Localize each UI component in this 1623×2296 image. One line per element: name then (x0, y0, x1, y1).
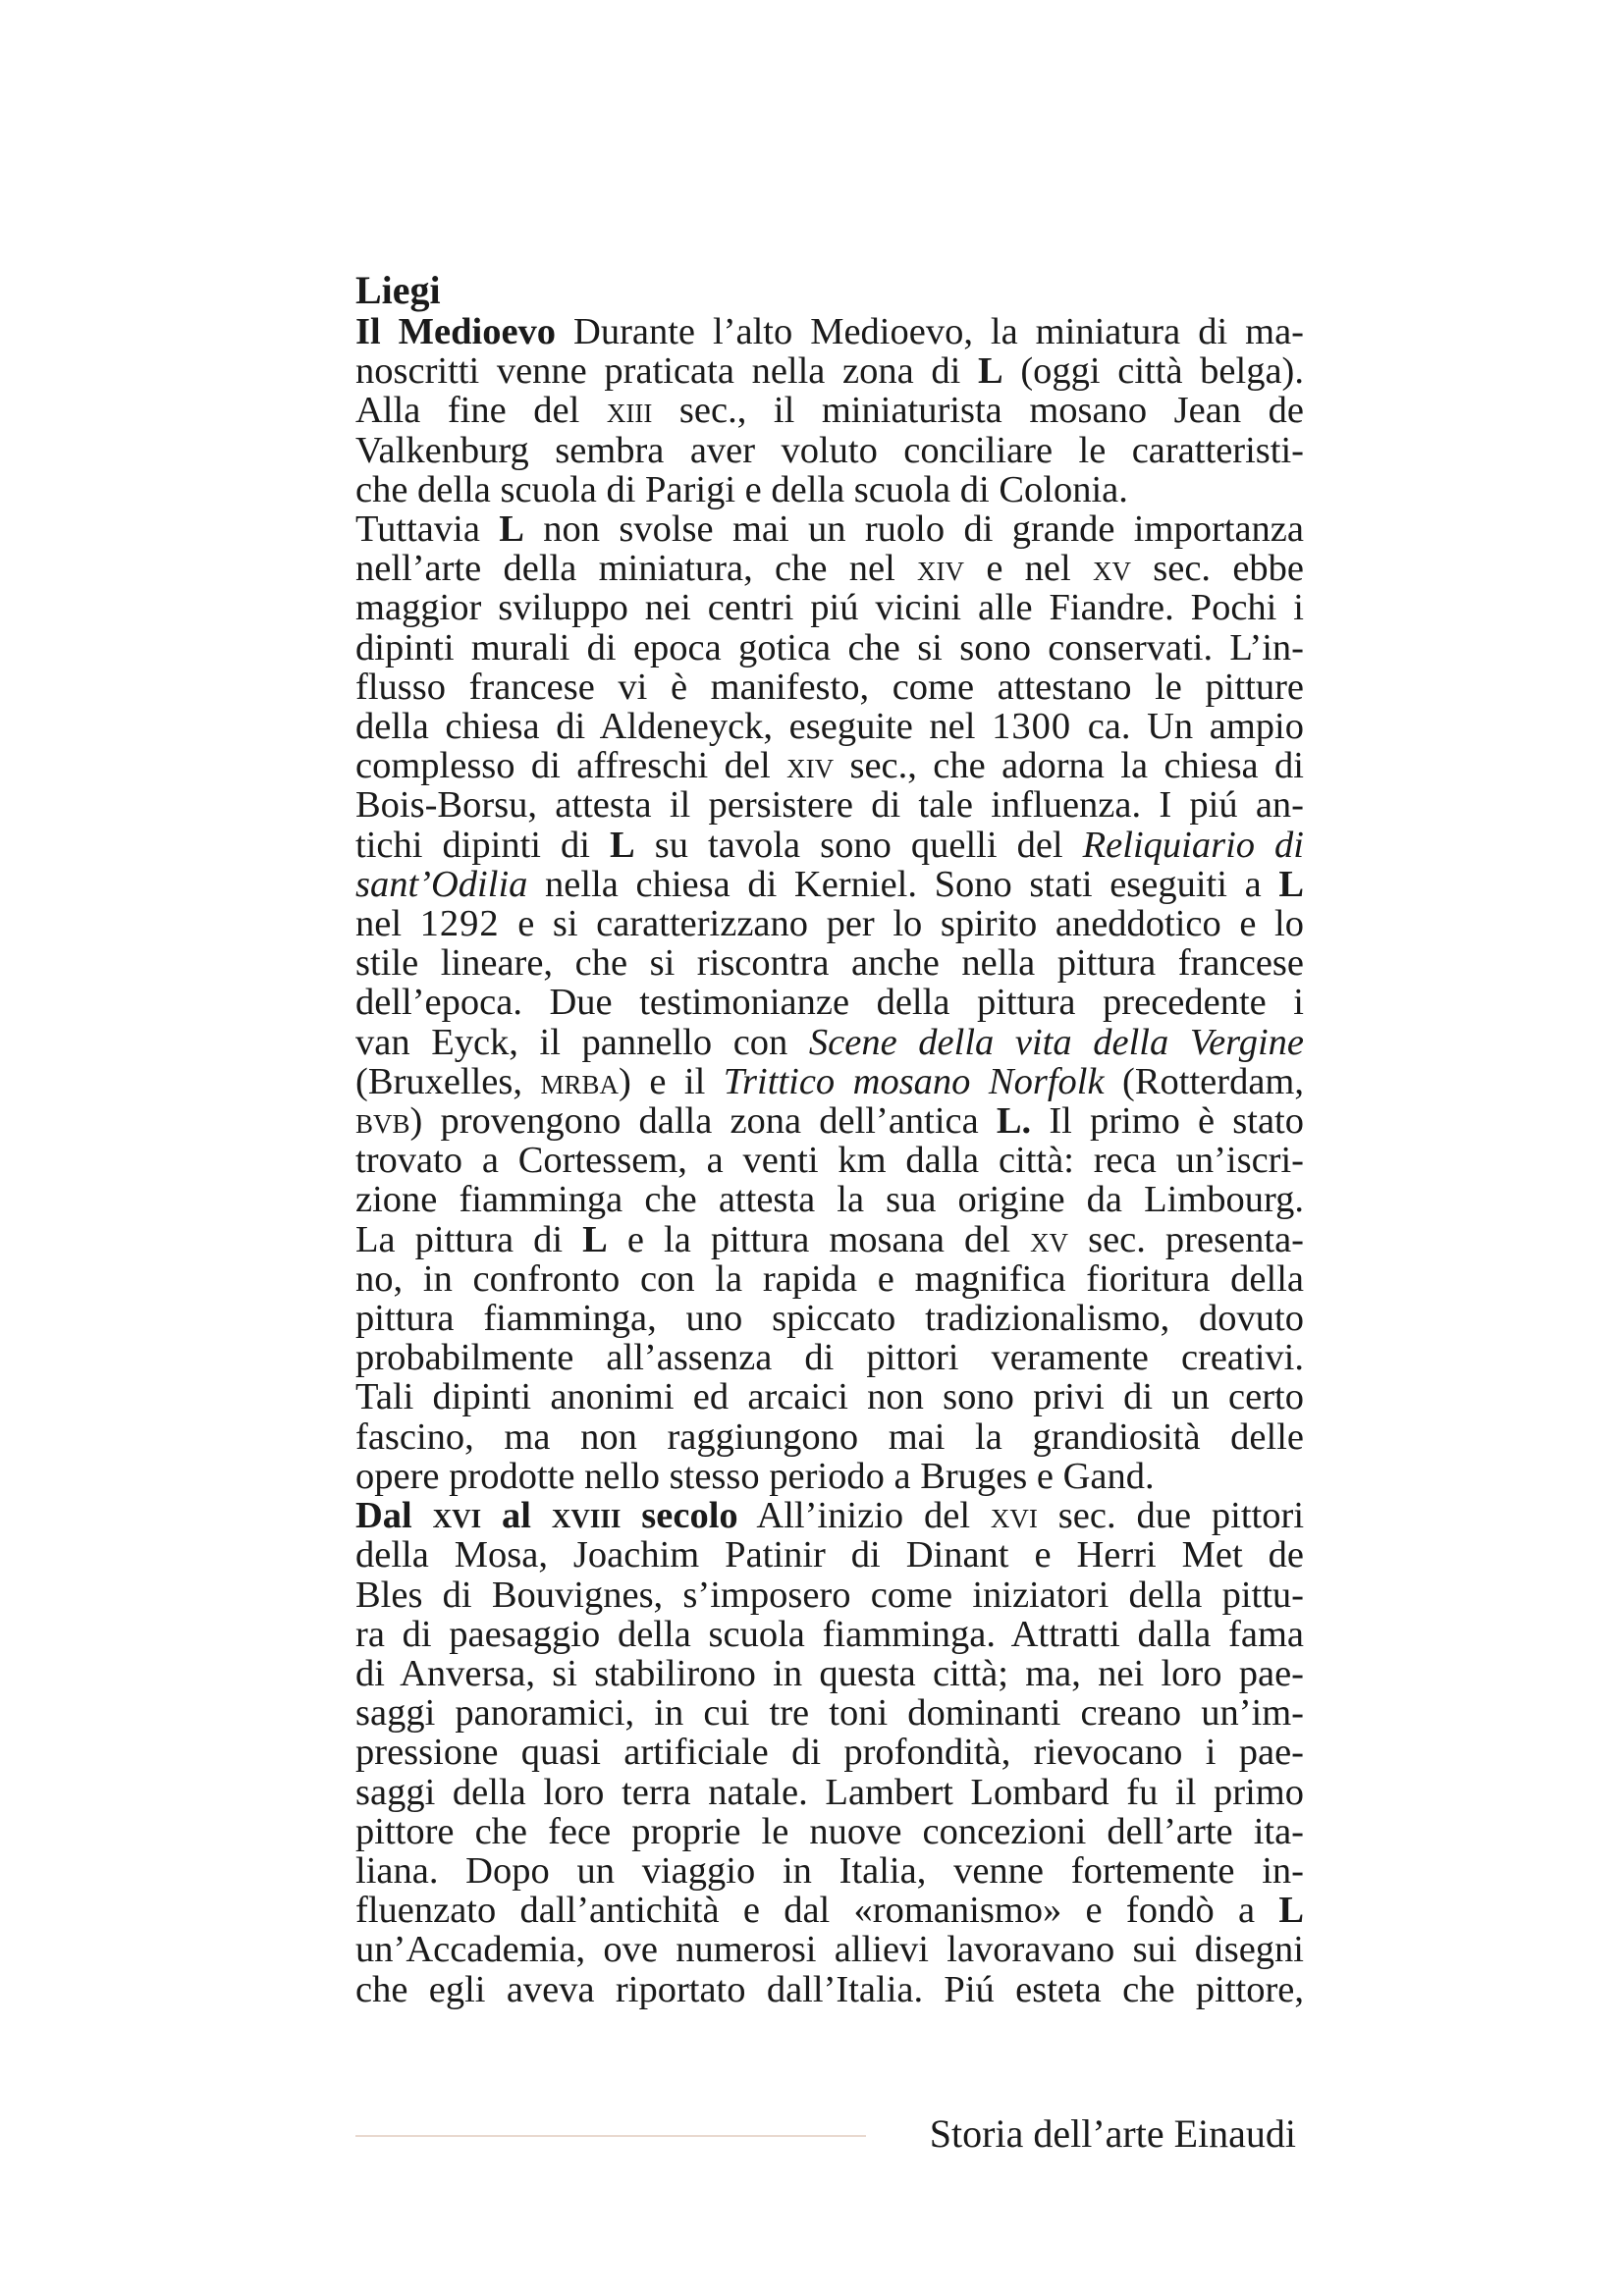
text-run-sc: xiii (606, 390, 653, 432)
text-run: ra di paesaggio della scuola fiamminga. Attratti dalla fama (355, 1613, 1304, 1655)
text-run: stile lineare, che si riscontra anche nella pittura francese (355, 942, 1304, 985)
text-run-i: sant’Odilia (355, 863, 528, 905)
text-run-b: L (1278, 1890, 1304, 1932)
text-run: ) provengono dalla zona dell’antica (409, 1100, 997, 1143)
text-line (355, 312, 1304, 351)
text-line (355, 1062, 1304, 1101)
text-run: liana. Dopo un viaggio in Italia, venne fortemente in- (355, 1849, 1304, 1892)
text-run: fascino, ma non raggiungono mai la grandiosità delle (355, 1415, 1304, 1458)
text-line (355, 509, 1304, 549)
text-line (355, 1615, 1304, 1654)
text-run-sc: bvb (355, 1100, 410, 1143)
text-line (355, 391, 1304, 430)
text-run: pittura fiamminga, uno spiccato tradizionalismo, dovuto (355, 1298, 1304, 1340)
text-run: e si caratterizzano per lo spirito aneddotico e lo (499, 903, 1304, 945)
text-run: ) e il (619, 1060, 724, 1102)
text-run: pittore che fece proprie le nuove concezioni dell’arte ita- (355, 1810, 1304, 1852)
text-run-b: L (610, 824, 635, 866)
text-line (355, 904, 1304, 943)
text-run: Il primo è stato (1031, 1100, 1304, 1143)
text-run: van Eyck, il pannello con (355, 1021, 809, 1063)
text-line (355, 1259, 1304, 1299)
text-run: zione fiamminga che attesta la sua origine da Limbourg. (355, 1179, 1304, 1221)
text-run: sec. ebbe (1131, 548, 1305, 590)
text-line (355, 431, 1304, 470)
text-line (355, 1654, 1304, 1693)
text-line (355, 1299, 1304, 1338)
text-line (355, 1812, 1304, 1851)
text-run-sc: xv (1030, 1218, 1069, 1260)
text-line (355, 1575, 1304, 1615)
text-line (355, 1733, 1304, 1772)
footer-divider (355, 2135, 866, 2137)
text-run: maggior sviluppo nei centri piú vicini alle Fiandre. Pochi i (355, 587, 1304, 629)
text-run: non svolse mai un ruolo di grande importanza (523, 508, 1304, 551)
text-run-i: Scene della vita della Vergine (808, 1021, 1304, 1063)
text-run: di Anversa, si stabilirono in questa città; ma, nei loro pae- (355, 1652, 1304, 1694)
text-run: Bois-Borsu, attesta il persistere di tale influenza. I piú an- (355, 784, 1304, 827)
text-line (355, 1970, 1304, 2009)
text-run: che della scuola di Parigi e della scuola di Colonia. (355, 468, 1128, 510)
text-run-b: L (582, 1218, 608, 1260)
text-line (355, 983, 1304, 1022)
text-run: che egli aveva riportato dall’Italia. Piú esteta che pittore, (355, 1968, 1304, 2010)
text-run: sec., che adorna la chiesa di (834, 745, 1304, 787)
paragraph-lines (355, 312, 1304, 2009)
text-run: La pittura di (355, 1218, 583, 1260)
text-run-b: secolo (621, 1495, 738, 1537)
text-line (355, 1535, 1304, 1575)
text-run-sc: xv (1093, 548, 1131, 590)
text-run-sc: xvi (990, 1495, 1038, 1537)
text-run: Alla fine del (355, 390, 607, 432)
text-line (355, 1023, 1304, 1062)
text-run: Valkenburg sembra aver voluto conciliare le caratteristi- (355, 429, 1304, 471)
text-run: pressione quasi artificiale di profondità, rievocano i pae- (355, 1732, 1304, 1774)
text-run: sec., il miniaturista mosano Jean de (652, 390, 1304, 432)
text-run-b: L (499, 508, 524, 551)
text-run-i: Reliquiario di (1082, 824, 1304, 866)
text-line (355, 1693, 1304, 1733)
text-run: dell’epoca. Due testimonianze della pittura precedente i (355, 982, 1304, 1024)
text-run-osf: 1300 (992, 706, 1072, 748)
article-body (355, 269, 1304, 2009)
text-line (355, 746, 1304, 785)
text-line (355, 351, 1304, 391)
text-line (355, 865, 1304, 904)
text-run: nell’arte della miniatura, che nel (355, 548, 918, 590)
text-run: (oggi città belga). (1002, 350, 1305, 393)
text-line (355, 1496, 1304, 1535)
text-run-sc-b: xvi (432, 1495, 482, 1537)
text-run: saggi panoramici, in cui tre toni dominanti creano un’im- (355, 1692, 1304, 1735)
text-run-sc: xiv (786, 745, 835, 787)
text-run: tichi dipinti di (355, 824, 611, 866)
text-run-sc: mrba (540, 1060, 620, 1102)
text-line (355, 826, 1304, 865)
text-run: sec. presenta- (1068, 1218, 1304, 1260)
text-line (355, 1180, 1304, 1219)
text-run: nel (355, 903, 420, 945)
text-line (355, 588, 1304, 627)
text-run: e nel (964, 548, 1093, 590)
text-line (355, 1891, 1304, 1930)
text-run: (Bruxelles, (355, 1060, 541, 1102)
text-line (355, 707, 1304, 746)
text-run-b: L. (996, 1100, 1032, 1143)
text-line (355, 1338, 1304, 1377)
text-run: e la pittura mosana del (607, 1218, 1031, 1260)
text-run: Tali dipinti anonimi ed arcaici non sono privi di un certo (355, 1376, 1304, 1418)
text-run-i: Trittico mosano Norfolk (723, 1060, 1105, 1102)
text-run: opere prodotte nello stesso periodo a Bruges e Gand. (355, 1455, 1155, 1497)
text-line (355, 1377, 1304, 1416)
text-run: noscritti venne praticata nella zona di (355, 350, 978, 393)
text-line (355, 943, 1304, 983)
text-run-b: al (481, 1495, 552, 1537)
text-run: probabilmente all’assenza di pittori veramente creativi. (355, 1337, 1304, 1379)
text-line (355, 1851, 1304, 1891)
text-run: complesso di affreschi del (355, 745, 787, 787)
text-line (355, 667, 1304, 707)
text-line (355, 470, 1304, 509)
text-run: fluenzato dall’antichità e dal «romanismo» e fondò a (355, 1890, 1279, 1932)
text-line (355, 1220, 1304, 1259)
text-line (355, 1141, 1304, 1180)
text-run: della chiesa di Aldeneyck, eseguite nel (355, 706, 993, 748)
text-run: no, in confronto con la rapida e magnifica fioritura della (355, 1257, 1304, 1300)
text-run: saggi della loro terra natale. Lambert Lombard fu il primo (355, 1771, 1304, 1813)
text-run: sec. due pittori (1037, 1495, 1305, 1537)
text-run: della Mosa, Joachim Patinir di Dinant e Herri Met de (355, 1534, 1304, 1576)
text-run: su tavola sono quelli del (634, 824, 1083, 866)
text-run: Bles di Bouvignes, s’imposero come iniziatori della pittu- (355, 1574, 1304, 1616)
text-run-sc-b: xviii (551, 1495, 622, 1537)
text-line (355, 1101, 1304, 1141)
text-line (355, 785, 1304, 825)
text-line (355, 1417, 1304, 1457)
text-line (355, 628, 1304, 667)
text-run-b: Il Medioevo (355, 311, 557, 352)
text-run-b: L (978, 350, 1003, 393)
text-run-sc: xiv (917, 548, 965, 590)
text-line (355, 549, 1304, 588)
text-run: nella chiesa di Kerniel. Sono stati eseguiti a (527, 863, 1279, 905)
entry-title: Liegi (355, 268, 441, 312)
text-run: Tuttavia (355, 508, 500, 551)
text-run: trovato a Cortessem, a venti km dalla città: reca un’iscri- (355, 1140, 1304, 1182)
text-run: un’Accademia, ove numerosi allievi lavoravano sui disegni (355, 1929, 1304, 1971)
footer-publisher-label: Storia dell’arte Einaudi (929, 2111, 1296, 2156)
text-run: flusso francese vi è manifesto, come attestano le pitture (355, 666, 1304, 708)
text-run: Durante l’alto Medioevo, la miniatura di ma- (556, 311, 1304, 352)
text-run: dipinti murali di epoca gotica che si sono conservati. L’in- (355, 626, 1304, 668)
text-run-b: L (1278, 863, 1304, 905)
text-run-b: Dal (355, 1495, 433, 1537)
text-run-osf: 1292 (419, 903, 500, 945)
text-line (355, 1930, 1304, 1969)
text-run: (Rotterdam, (1104, 1060, 1305, 1102)
text-line (355, 1773, 1304, 1812)
text-run: All’inizio del (737, 1495, 991, 1537)
text-run: ca. Un ampio (1071, 706, 1304, 748)
text-line (355, 1457, 1304, 1496)
